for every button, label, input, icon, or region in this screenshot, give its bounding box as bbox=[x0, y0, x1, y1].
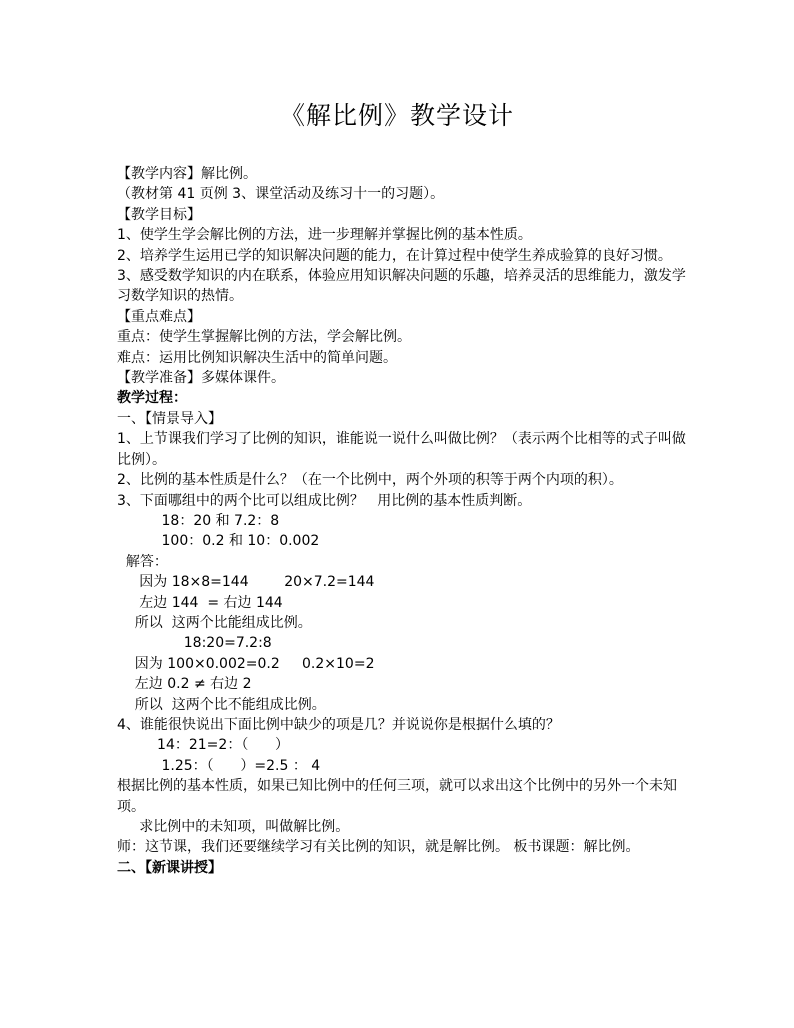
answer-step-6: 左边 0.2 ≠ 右边 2 bbox=[117, 676, 252, 693]
section-heading-key-points: 【重点难点】 bbox=[117, 308, 201, 325]
objective-3: 3、感受数学知识的内在联系，体验应用知识解决问题的乐趣，培养灵活的思维能力，激发学习数学知识的热情。 bbox=[117, 268, 686, 305]
answer-step-2: 左边 144 = 右边 144 bbox=[117, 594, 283, 611]
objective-1: 1、使学生学会解比例的方法，进一步理解并掌握比例的基本性质。 bbox=[117, 227, 532, 244]
answer-step-4: 18:20=7.2:8 bbox=[117, 635, 272, 652]
section-teaching-content: 【教学内容】解比例。 bbox=[117, 166, 257, 182]
intro-question-1: 1、上节课我们学习了比例的知识，谁能说一说什么叫做比例？（表示两个比相等的式子叫做比例）。 bbox=[117, 431, 686, 468]
ratio-pair-1: 18：20 和 7.2：8 bbox=[117, 512, 280, 529]
document-title: 《解比例》教学设计 bbox=[279, 101, 514, 130]
missing-term-1: 14：21=2：（ ） bbox=[117, 737, 290, 754]
definition-solve-proportion: 求比例中的未知项，叫做解比例。 bbox=[117, 819, 350, 835]
answer-step-7: 所以 这两个比不能组成比例。 bbox=[117, 696, 326, 713]
property-explanation: 根据比例的基本性质，如果已知比例中的任何三项，就可以求出这个比例中的另外一个未知项。 bbox=[117, 778, 677, 815]
teacher-remark: 师：这节课，我们还要继续学习有关比例的知识，就是解比例。 板书课题：解比例。 bbox=[117, 839, 640, 856]
answer-step-1: 因为 18×8=144 20×7.2=144 bbox=[117, 574, 375, 591]
intro-question-3: 3、下面哪组中的两个比可以组成比例？ 用比例的基本性质判断。 bbox=[117, 492, 532, 509]
answer-step-3: 所以 这两个比能组成比例。 bbox=[117, 614, 312, 631]
key-point: 重点：使学生掌握解比例的方法，学会解比例。 bbox=[117, 329, 411, 346]
ratio-pair-2: 100：0.2 和 10：0.002 bbox=[117, 533, 320, 550]
answer-step-5: 因为 100×0.002=0.2 0.2×10=2 bbox=[117, 655, 375, 672]
document-body bbox=[117, 164, 687, 878]
objective-2: 2、培养学生运用已学的知识解决问题的能力，在计算过程中使学生养成验算的良好习惯。 bbox=[117, 247, 672, 264]
intro-question-2: 2、比例的基本性质是什么？（在一个比例中，两个外项的积等于两个内项的积）。 bbox=[117, 472, 623, 489]
section-heading-process: 教学过程： bbox=[117, 390, 187, 407]
section-heading-objectives: 【教学目标】 bbox=[117, 206, 201, 223]
section-heading-new-lesson: 二、【新课讲授】 bbox=[117, 859, 222, 876]
difficult-point: 难点：运用比例知识解决生活中的简单问题。 bbox=[117, 349, 397, 366]
missing-term-2: 1.25：（ ）=2.5 ： 4 bbox=[117, 757, 321, 774]
answer-label: 解答： bbox=[117, 553, 168, 570]
intro-question-4: 4、谁能很快说出下面比例中缺少的项是几？并说说你是根据什么填的？ bbox=[117, 716, 560, 733]
textbook-reference: （教材第 41 页例 3、课堂活动及练习十一的习题）。 bbox=[117, 186, 445, 203]
teaching-preparation: 【教学准备】多媒体课件。 bbox=[117, 370, 285, 387]
section-heading-intro: 一、【情景导入】 bbox=[117, 410, 222, 427]
